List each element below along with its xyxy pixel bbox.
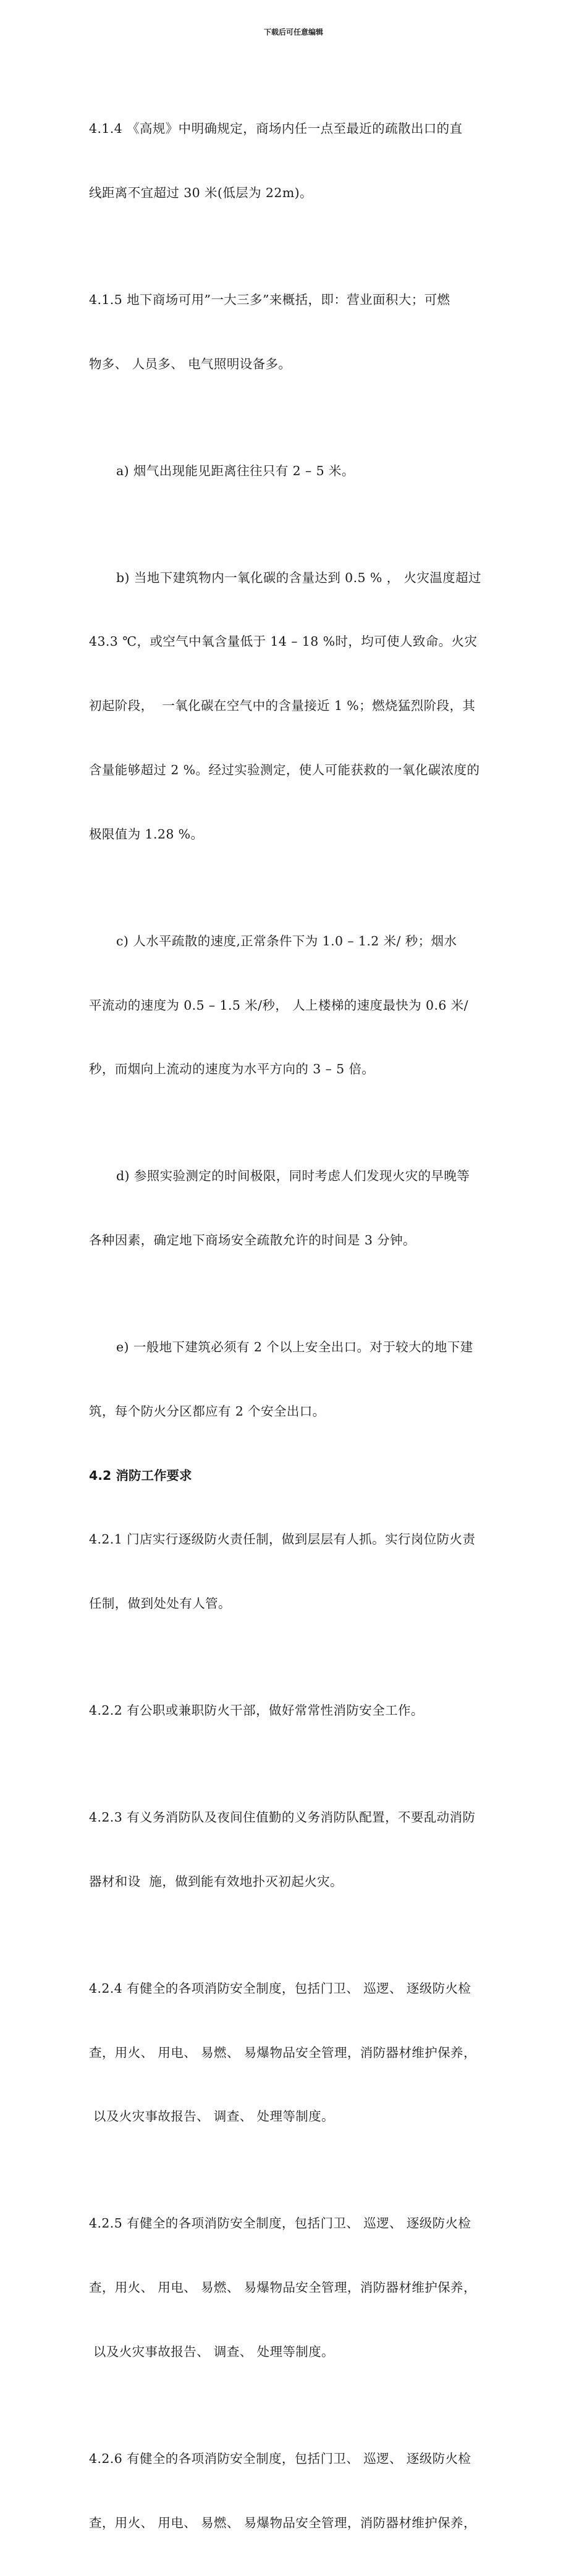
paragraph-item-b bbox=[89, 524, 522, 887]
text-line: b) 当地下建筑物内一氧化碳的含量达到 0.5 % ， 火灾温度超过 bbox=[116, 570, 481, 585]
text-line: 查，用火、 用电、 易燃、 易爆物品安全管理，消防器材维护保养， bbox=[89, 2045, 476, 2060]
text-line: d) 参照实验测定的时间极限，同时考虑人们发现火灾的早晚等 bbox=[116, 1168, 470, 1184]
text-line: 4.2.3 有义务消防队及夜间住值勤的义务消防队配置，不要乱动消防 bbox=[89, 1810, 476, 1825]
text-line: 4.2.2 有公职或兼职防火干部，做好常常性消防安全工作。 bbox=[89, 1703, 424, 1718]
document-body bbox=[89, 75, 522, 2576]
text-line: 43.3 ℃，或空气中氧含量低于 14 – 18 %时，均可使人致命。火灾 bbox=[89, 634, 478, 649]
paragraph-4-2-4 bbox=[89, 1935, 522, 2171]
text-line: 查，用火、 用电、 易燃、 易爆物品安全管理，消防器材维护保养， bbox=[89, 2515, 476, 2530]
text-line: 含量能够超过 2 %。经过实验测定，使人可能获救的一氧化碳浓度的 bbox=[89, 762, 480, 777]
text-line: 以及火灾事故报告、 调查、 处理等制度。 bbox=[89, 2109, 334, 2124]
paragraph-4-2-3 bbox=[89, 1764, 522, 1935]
paragraph-4-1-5 bbox=[89, 247, 522, 418]
page-header: 下载后可任意编辑 bbox=[263, 28, 323, 36]
text-line: 4.2.5 有健全的各项消防安全制度，包括门卫、 巡逻、 逐级防火检 bbox=[89, 2216, 471, 2231]
text-line: 4.2.6 有健全的各项消防安全制度，包括门卫、 巡逻、 逐级防火检 bbox=[89, 2451, 471, 2466]
paragraph-4-2-6 bbox=[89, 2405, 522, 2576]
text-line: 4.2.4 有健全的各项消防安全制度，包括门卫、 巡逻、 逐级防火检 bbox=[89, 1980, 471, 1996]
paragraph-item-c bbox=[89, 888, 522, 1123]
text-line: 筑，每个防火分区都应有 2 个安全出口。 bbox=[89, 1403, 326, 1419]
paragraph-4-2-1 bbox=[89, 1486, 522, 1657]
text-line: 极限值为 1.28 %。 bbox=[89, 826, 204, 842]
text-line: e) 一般地下建筑必须有 2 个以上安全出口。对于较大的地下建 bbox=[116, 1340, 473, 1355]
paragraph-4-2-5 bbox=[89, 2170, 522, 2405]
text-line: a) 烟气出现能见距离往往只有 2 – 5 米。 bbox=[116, 463, 355, 478]
text-line: 物多、 人员多、 电气照明设备多。 bbox=[89, 356, 292, 371]
text-line: 线距离不宜超过 30 米(低层为 22m)。 bbox=[89, 185, 313, 200]
paragraph-item-a bbox=[89, 418, 522, 525]
text-line: c) 人水平疏散的速度,正常条件下为 1.0 – 1.2 米/ 秒；烟水 bbox=[116, 933, 457, 948]
text-line: 4.2.1 门店实行逐级防火责任制，做到层层有人抓。实行岗位防火责 bbox=[89, 1532, 476, 1547]
paragraph-item-d bbox=[89, 1123, 522, 1294]
paragraph-4-2-2 bbox=[89, 1657, 522, 1764]
text-line: 器材和设 施，做到能有效地扑灭初起火灾。 bbox=[89, 1873, 343, 1889]
paragraph-item-e bbox=[89, 1294, 522, 1465]
text-line: 以及火灾事故报告、 调查、 处理等制度。 bbox=[89, 2344, 334, 2359]
text-line: 秒，而烟向上流动的速度为水平方向的 3 – 5 倍。 bbox=[89, 1062, 375, 1077]
text-line: 查，用火、 用电、 易燃、 易爆物品安全管理，消防器材维护保养， bbox=[89, 2280, 476, 2295]
section-heading: 4.2 消防工作要求 bbox=[89, 1467, 192, 1483]
text-line: 4.1.4 《高规》中明确规定，商场内任一点至最近的疏散出口的直 bbox=[89, 121, 463, 137]
text-line: 任制，做到处处有人管。 bbox=[89, 1596, 231, 1611]
paragraph-4-1-4 bbox=[89, 75, 522, 247]
text-line: 4.1.5 地下商场可用”一大三多”来概括，即：营业面积大；可燃 bbox=[89, 292, 450, 307]
text-line: 平流动的速度为 0.5 – 1.5 米/秒， 人上楼梯的速度最快为 0.6 米/ bbox=[89, 997, 468, 1013]
text-line: 初起阶段， 一氧化碳在空气中的含量接近 1 %；燃烧猛烈阶段，其 bbox=[89, 698, 476, 714]
text-line: 各种因素，确定地下商场安全疏散允许的时间是 3 分钟。 bbox=[89, 1233, 416, 1248]
